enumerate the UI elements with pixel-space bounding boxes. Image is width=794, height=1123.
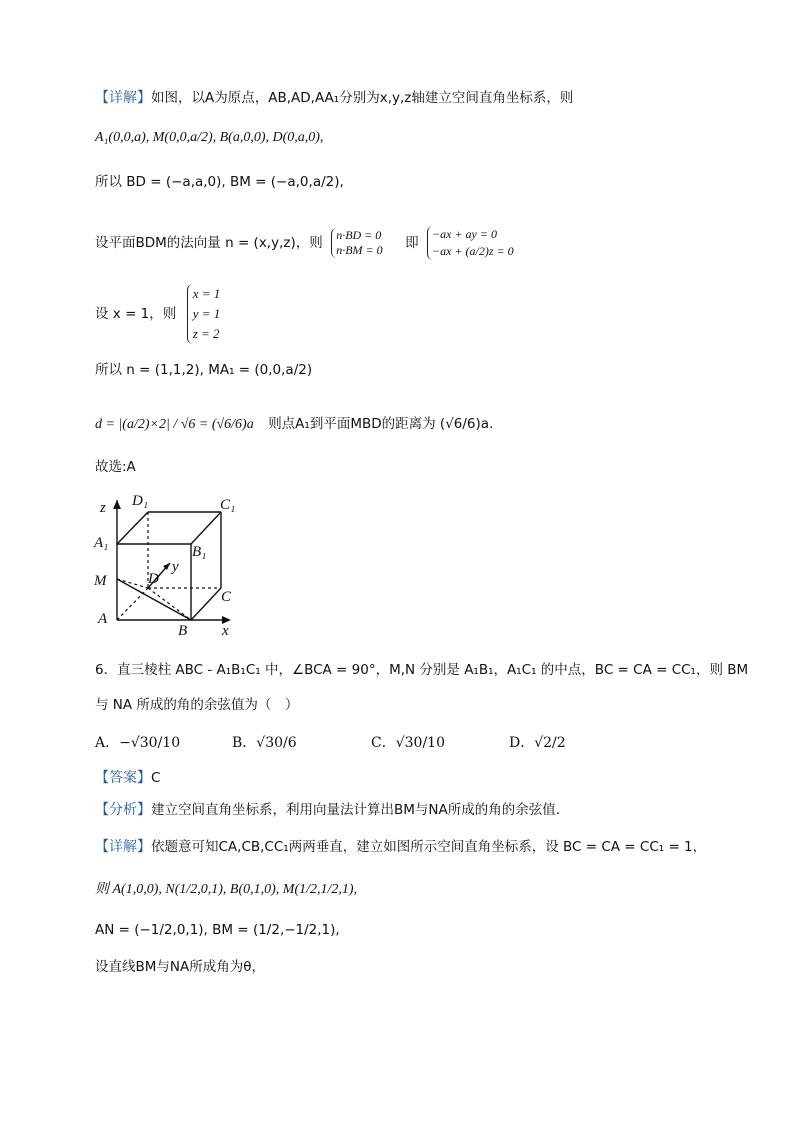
q6-detail-tag: 【详解】	[95, 839, 151, 855]
system-1	[331, 228, 382, 258]
q6-line-2: 与 NA 所成的角的余弦值为（ ）	[95, 697, 299, 713]
distance-line	[95, 414, 493, 435]
coords-line: A₁(0,0,a), M(0,0,a/2), B(a,0,0), D(0,a,0),	[95, 130, 324, 145]
analysis-line	[95, 800, 560, 820]
label-a: A	[98, 611, 108, 627]
set-x-line	[95, 284, 220, 344]
system-3-eq-2: y = 1	[192, 306, 221, 321]
label-a1: A₁	[94, 535, 109, 551]
system-2	[427, 226, 514, 260]
option-c: C．√30/10	[371, 735, 445, 751]
cube-figure	[90, 485, 250, 645]
label-b1: B₁	[192, 544, 207, 560]
q6-detail-text: 依题意可知CA,CB,CC₁两两垂直，建立如图所示空间直角坐标系，设 BC = CA = CC₁ = 1，	[151, 839, 707, 855]
distance-text: 则点A₁到平面MBD的距离为 (√6/6)a.	[268, 416, 494, 432]
system-3	[187, 284, 221, 344]
system-2-eq-1: −ax + ay = 0	[432, 227, 497, 241]
analysis-tag: 【分析】	[95, 802, 151, 818]
label-x: x	[222, 623, 229, 639]
detail-text: 如图，以A为原点，AB,AD,AA₁分别为x,y,z轴建立空间直角坐标系，则	[151, 90, 574, 106]
q6-vectors-line: AN = (−1/2,0,1), BM = (1/2,−1/2,1),	[95, 922, 340, 938]
q6-coords-line: 则 A(1,0,0), N(1/2,0,1), B(0,1,0), M(1/2,1/2,1),	[95, 882, 358, 897]
set-x-text: 设 x = 1，则	[95, 306, 177, 322]
label-z: z	[100, 500, 106, 516]
q6-line-1: 6．直三棱柱 ABC - A₁B₁C₁ 中，∠BCA = 90°，M,N 分别是 A₁B₁，A₁C₁ 的中点，BC = CA = CC₁，则 BM	[95, 662, 749, 678]
label-c1: C₁	[220, 497, 236, 513]
system-1-eq-1: n·BD = 0	[336, 228, 382, 242]
label-d: D	[148, 571, 159, 587]
answer-tag: 【答案】	[95, 770, 151, 786]
q6-last-line: 设直线BM与NA所成角为θ，	[95, 959, 266, 975]
label-m: M	[94, 573, 107, 589]
option-a: A．−√30/10	[95, 735, 181, 751]
q6-detail-line	[95, 837, 706, 857]
option-d: D．√2/2	[509, 735, 566, 751]
vectors-line: 所以 BD = (−a,a,0), BM = (−a,0,a/2),	[95, 174, 344, 190]
normal-vector-line	[95, 226, 514, 260]
analysis-text: 建立空间直角坐标系，利用向量法计算出BM与NA所成的角的余弦值.	[151, 802, 561, 818]
answer-line	[95, 768, 160, 788]
system-2-eq-2: −ax + (a/2)z = 0	[432, 244, 514, 258]
answer-value: C	[151, 770, 161, 786]
label-y: y	[172, 559, 179, 575]
distance-formula: d = |(a/2)×2| / √6 = (√6/6)a	[95, 417, 254, 432]
z-arrow-icon	[113, 500, 121, 509]
detail-line-1	[95, 88, 573, 108]
system-3-eq-1: x = 1	[192, 286, 221, 301]
label-d1: D₁	[132, 493, 149, 509]
label-b: B	[178, 623, 188, 639]
choose-line: 故选:A	[95, 459, 136, 475]
detail-tag: 【详解】	[95, 90, 151, 106]
system-1-eq-2: n·BM = 0	[336, 243, 383, 257]
option-b: B．√30/6	[232, 735, 297, 751]
normal-vector-text: 设平面BDM的法向量 n = (x,y,z)，则	[95, 235, 323, 251]
label-c: C	[221, 589, 232, 605]
normal-result-line: 所以 n = (1,1,2), MA₁ = (0,0,a/2)	[95, 362, 313, 378]
ji-text: 即	[405, 235, 419, 251]
system-3-eq-3: z = 2	[192, 326, 220, 341]
